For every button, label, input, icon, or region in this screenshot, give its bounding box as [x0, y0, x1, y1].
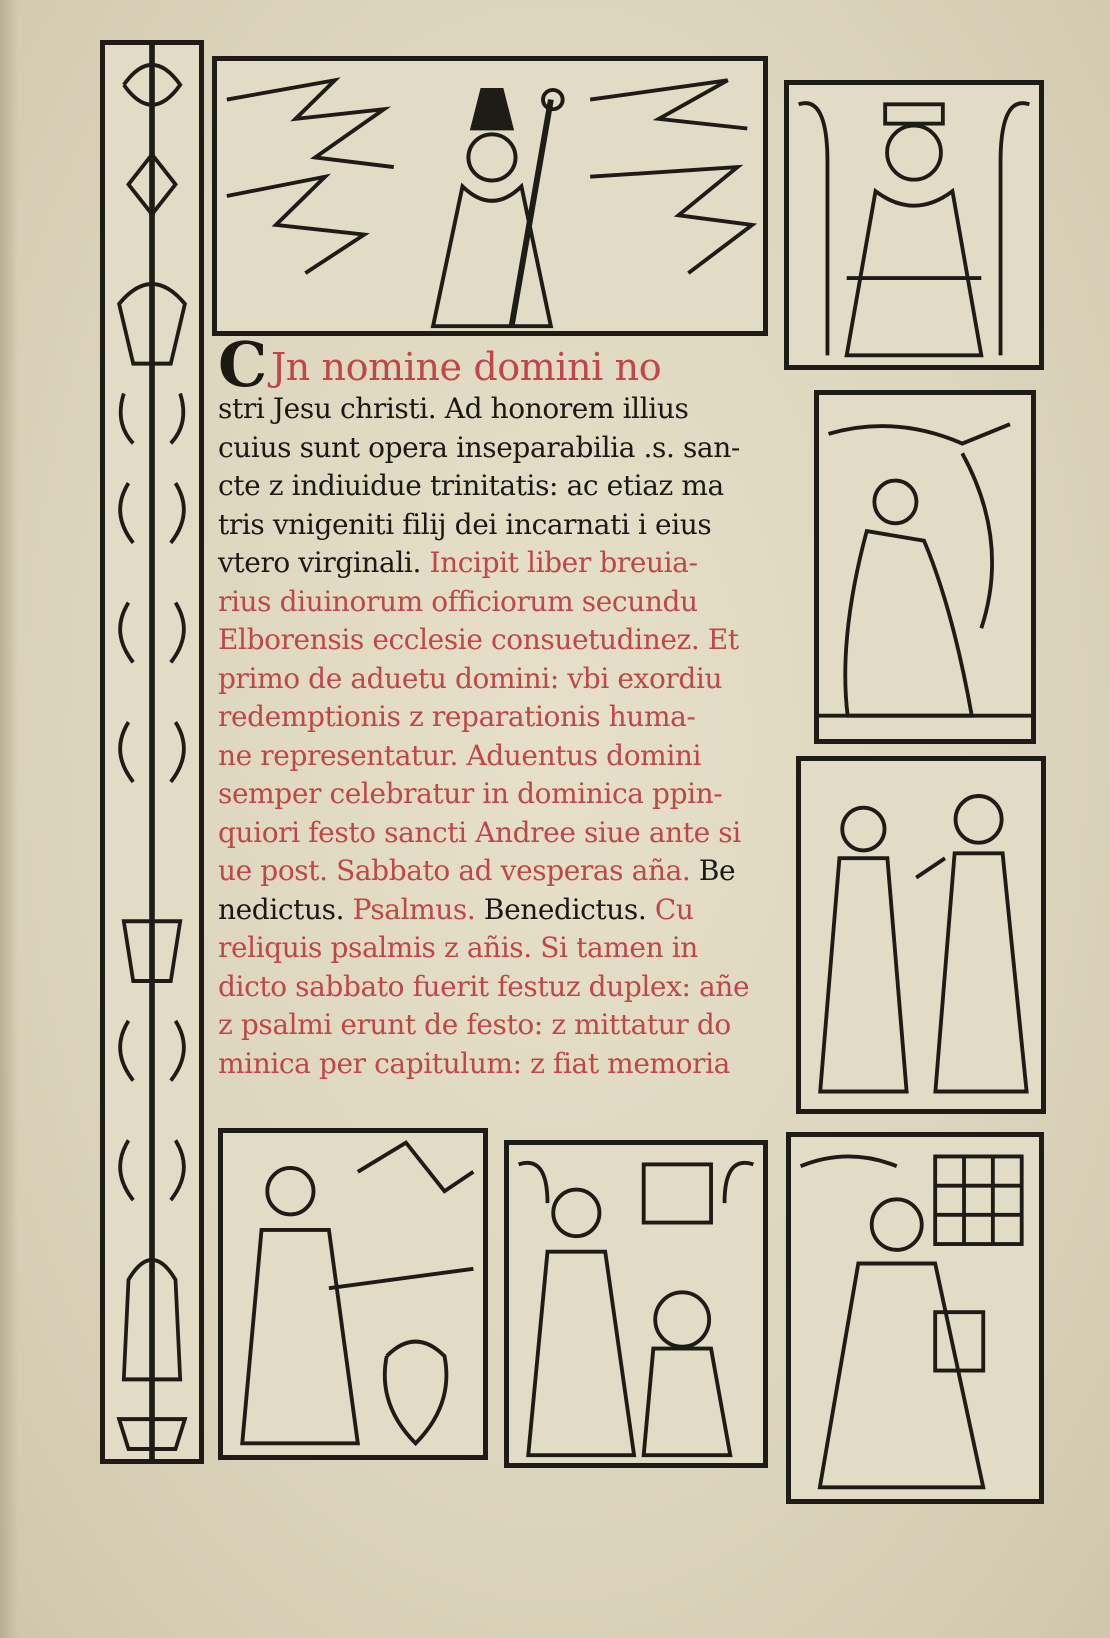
bishop-woodcut [212, 56, 768, 336]
body-text: nedictus. [218, 892, 353, 926]
bishop-art [217, 61, 763, 331]
rubric-text: quiori festo sancti Andree siue ante si [218, 815, 741, 849]
text-line [218, 621, 790, 660]
saint-with-lion-woodcut [504, 1140, 768, 1468]
text-line [218, 698, 790, 737]
text-line [218, 506, 790, 545]
text-line [218, 737, 790, 776]
rubric-text: primo de aduetu domini: vbi exordiu [218, 661, 723, 695]
body-text: vtero virginali. [218, 546, 430, 579]
kneeling-saint-art [819, 395, 1031, 739]
saint-with-book-woodcut [786, 1132, 1044, 1504]
two-figures-woodcut [796, 756, 1046, 1114]
evangelist-book-art [791, 1137, 1039, 1499]
text-line [218, 467, 790, 506]
text-line [218, 929, 790, 968]
rubric-text: Cu [654, 892, 694, 926]
rubric-text: redemptionis z reparationis huma- [218, 700, 696, 733]
body-text: Be [698, 854, 736, 887]
saint-with-crown-woodcut [784, 80, 1044, 370]
text-line [218, 660, 790, 699]
body-text: cuius sunt opera inseparabilia .s. san- [218, 430, 740, 464]
text-line [218, 1045, 790, 1084]
rubric-text: reliquis psalmis z añis. Si tamen in [218, 931, 698, 964]
rubric-text: semper celebratur in dominica ppin- [218, 777, 723, 810]
evangelist-eagle-art [223, 1133, 483, 1455]
body-text: stri Jesu christi. Ad honorem illius [218, 392, 689, 425]
text-line [218, 544, 790, 583]
rubric-text: Incipit liber breuia- [429, 546, 698, 579]
rubric-text: ue post. Sabbato ad vesperas aña. [218, 854, 699, 887]
text-line [218, 429, 790, 468]
kneeling-saint-woodcut [814, 390, 1036, 744]
body-text: Benedictus. [483, 892, 655, 926]
rubric-text: dicto sabbato fuerit festuz duplex: añe [218, 969, 750, 1003]
rubric-text: z psalmi erunt de festo: z mittatur do [218, 1008, 731, 1041]
text-line [218, 891, 790, 930]
opening-rubric: Jn nomine domini no [270, 345, 662, 389]
crowned-saint-art [789, 85, 1039, 365]
text-line [218, 968, 790, 1007]
text-line [218, 775, 790, 814]
text-line [218, 583, 790, 622]
floral-border-woodcut [100, 40, 204, 1464]
saint-with-eagle-woodcut [218, 1128, 488, 1460]
text-line [218, 1006, 790, 1045]
two-figures-art [801, 761, 1041, 1109]
rubric-text: Psalmus. [352, 892, 484, 926]
rubric-text: ne representatur. Aduentus domini [218, 738, 702, 772]
body-text: tris vnigeniti filij dei incarnati i eius [218, 507, 712, 541]
rubric-text: Elborensis ecclesie consuetudinez. Et [218, 623, 739, 656]
evangelist-lion-art [509, 1145, 763, 1463]
incipit-text [218, 340, 790, 1100]
text-line [218, 390, 790, 429]
initial-capital: C [218, 340, 267, 390]
text-line [218, 814, 790, 853]
body-text: cte z indiuidue trinitatis: ac etiaz ma [218, 469, 724, 502]
gutter-shadow [0, 0, 18, 1638]
rubric-text: rius diuinorum officiorum secundu [218, 584, 698, 618]
floral-border-art [105, 45, 199, 1459]
text-line [218, 340, 790, 390]
rubric-text: minica per capitulum: z fiat memoria [218, 1046, 730, 1080]
text-line [218, 852, 790, 891]
